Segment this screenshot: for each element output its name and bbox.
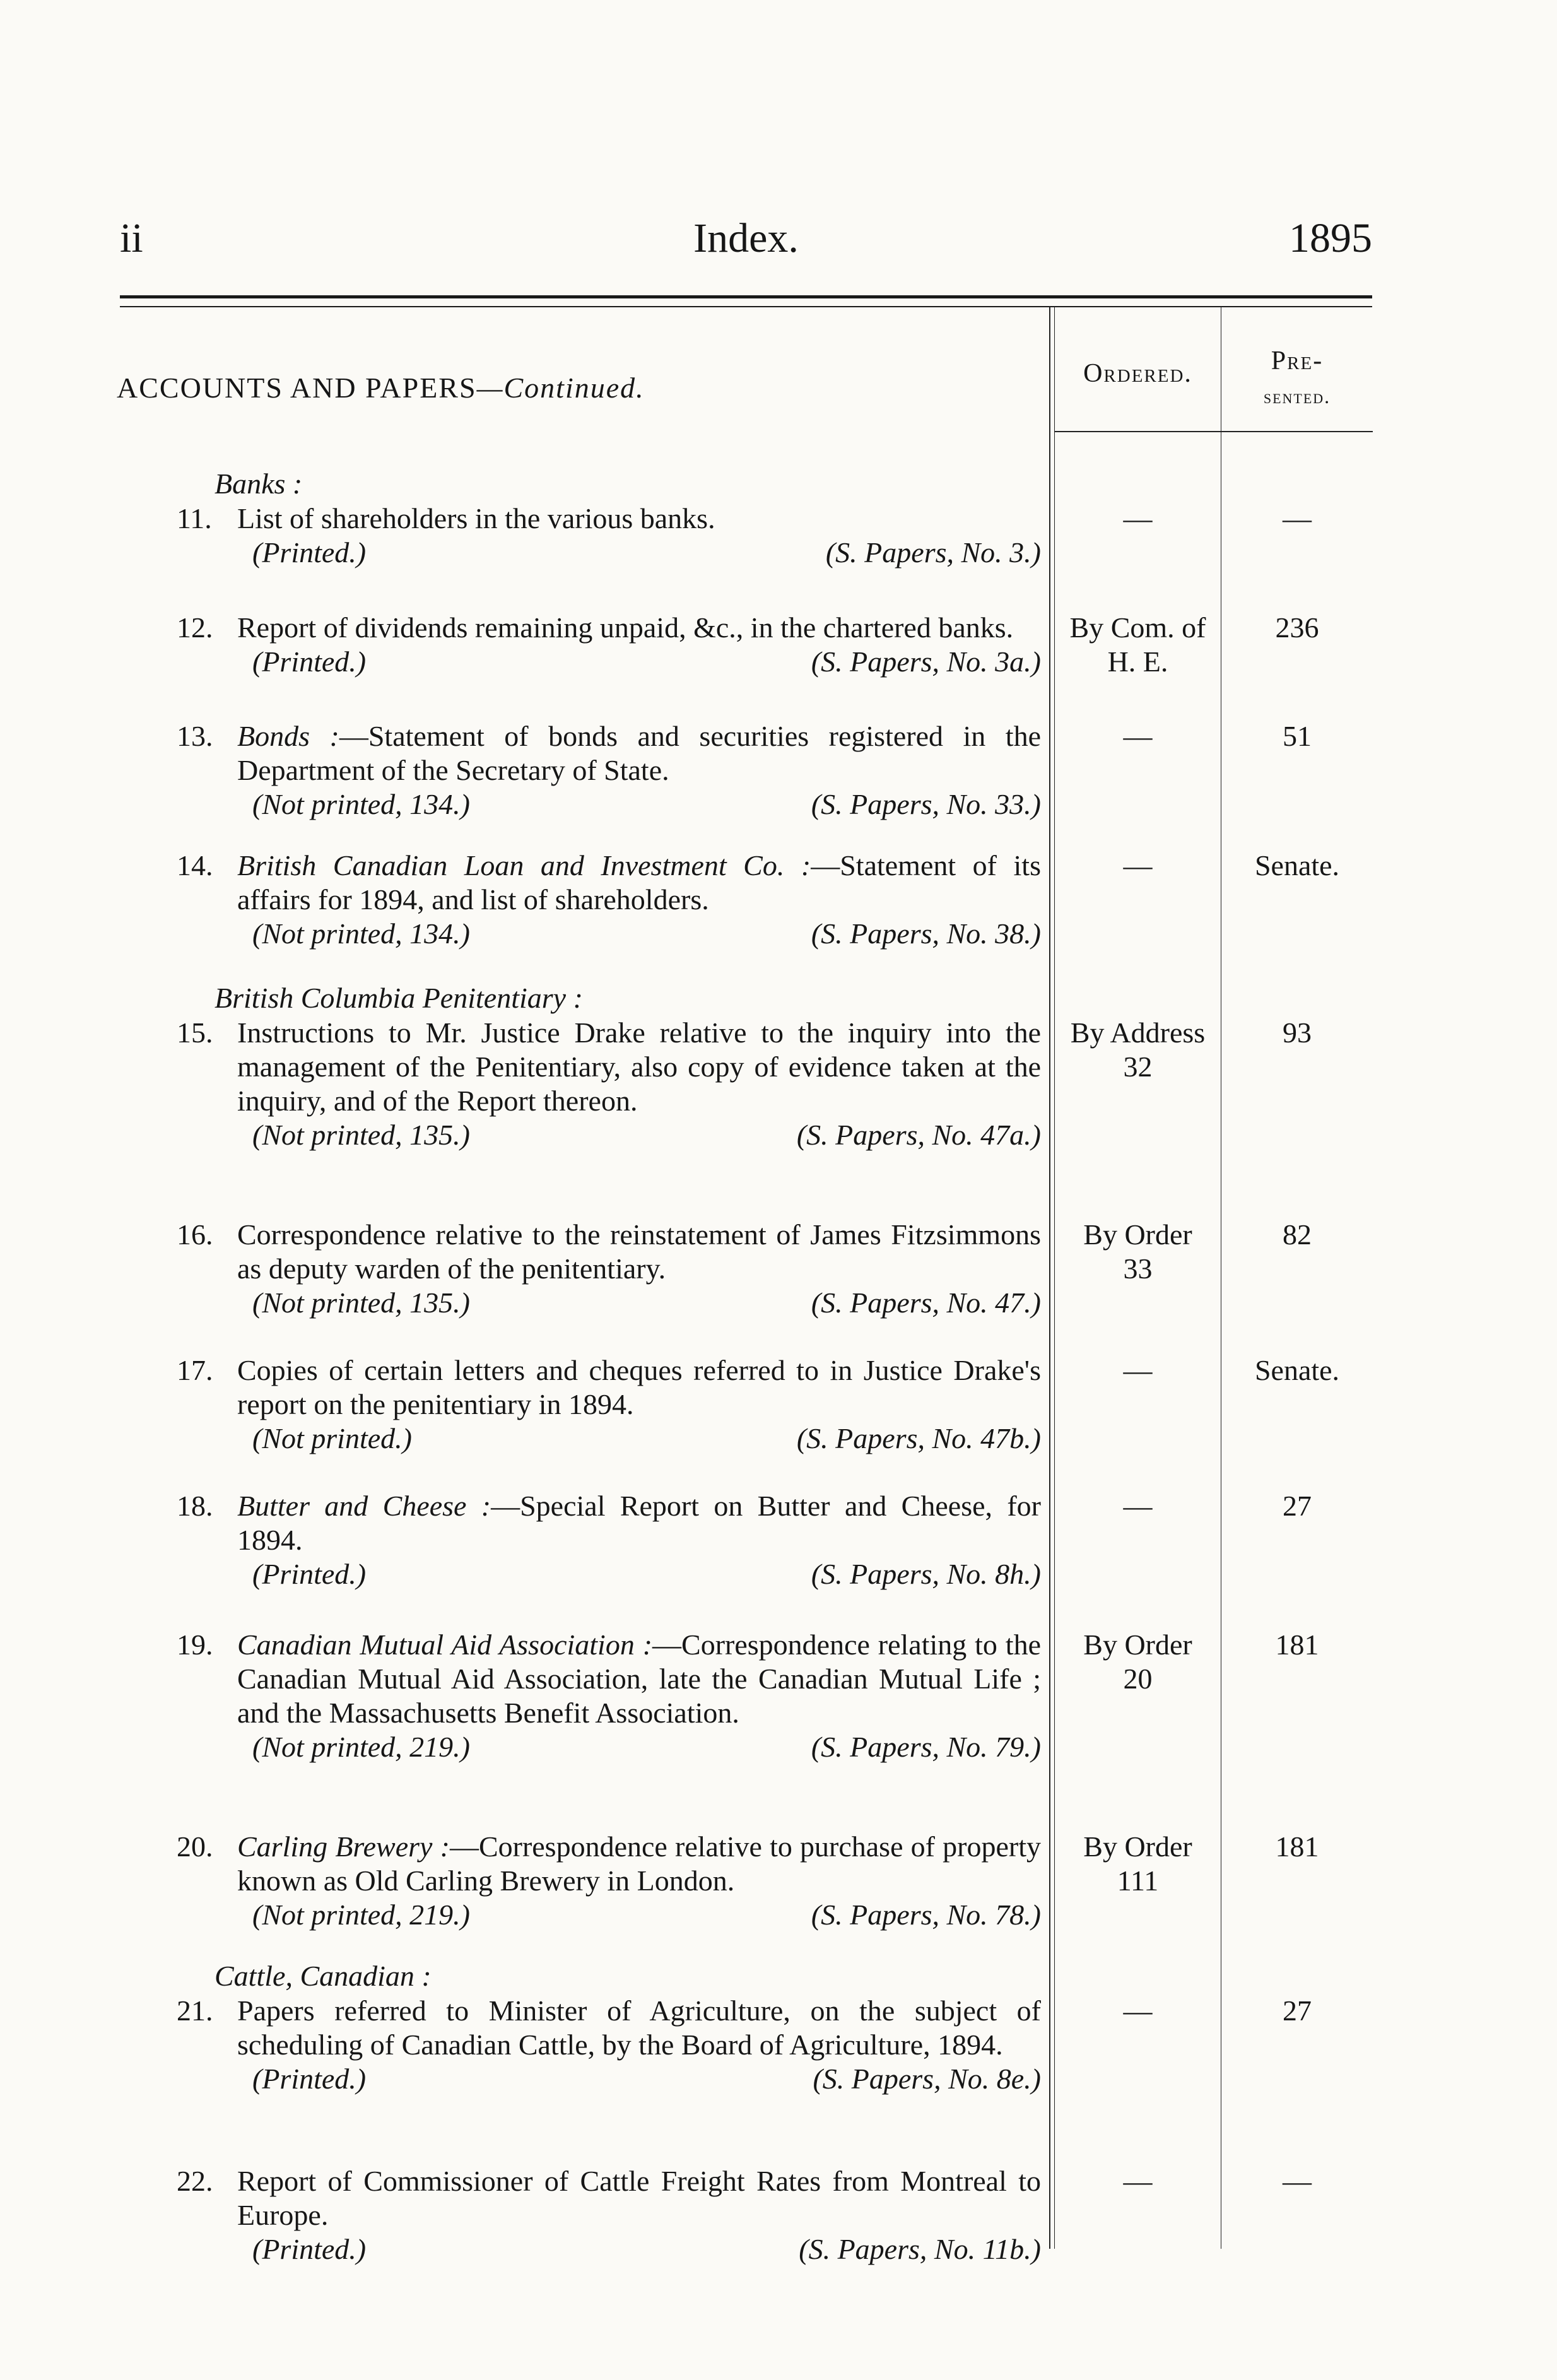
entry-print-status: (Not printed, 134.) — [252, 917, 470, 950]
entry-sessional-paper: (S. Papers, No. 8h.) — [811, 1558, 1041, 1590]
entry-ordered — [1055, 2164, 1221, 2198]
index-entry — [177, 2164, 1041, 2266]
entry-ordered-value: — — [1123, 1490, 1153, 1522]
entry-number: 12. — [177, 611, 213, 644]
entry-sessional-paper: (S. Papers, No. 33.) — [811, 788, 1041, 820]
entry-text — [237, 1830, 1041, 1898]
entry-number: 16. — [177, 1218, 213, 1251]
entry-ordered-value: By Address — [1070, 1016, 1206, 1049]
entry-presented: Senate. — [1254, 849, 1340, 881]
running-year: 1895 — [1289, 215, 1372, 261]
column-divider-text — [1049, 307, 1050, 2249]
page-number: ii — [120, 215, 143, 261]
subhead-bc-penitentiary: British Columbia Penitentiary : — [214, 982, 583, 1014]
entry-body: —Correspondence relating to the Canadian Mutual Aid Association, late the Canadian Mutual Life ; and the Massachusetts Benefit Association. — [237, 1629, 1042, 1729]
section-continued: —Continued. — [476, 372, 645, 404]
entry-sessional-paper: (S. Papers, No. 8e.) — [813, 2063, 1041, 2095]
entry-lead: Carling Brewery : — [237, 1830, 450, 1863]
entry-ordered — [1055, 611, 1221, 679]
entry-presented: 236 — [1275, 611, 1319, 644]
top-rule-thin — [120, 306, 1372, 307]
entry-sessional-paper: (S. Papers, No. 78.) — [811, 1899, 1041, 1931]
entry-ordered — [1055, 1830, 1221, 1898]
entry-reference — [237, 536, 1041, 570]
index-entry — [177, 1016, 1041, 1152]
entry-print-status: (Not printed, 134.) — [252, 788, 470, 820]
entry-print-status: (Printed.) — [252, 1558, 367, 1590]
entry-text — [237, 502, 1041, 536]
entry-ordered-value: — — [1123, 2165, 1153, 2197]
entry-reference — [237, 1557, 1041, 1591]
entry-body: —Correspondence relative to purchase of property known as Old Carling Brewery in London. — [237, 1830, 1041, 1897]
column-header-ordered: Ordered. — [1083, 359, 1192, 388]
entry-reference — [237, 645, 1041, 679]
entry-body: Papers referred to Minister of Agriculture, on the subject of scheduling of Canadian Cattle, by the Board of Agriculture, 1894. — [237, 1994, 1041, 2061]
entry-sessional-paper: (S. Papers, No. 11b.) — [799, 2233, 1041, 2265]
entry-presented: 27 — [1283, 1994, 1312, 2027]
index-entry — [177, 1994, 1041, 2096]
entry-ordered-value: — — [1123, 849, 1153, 881]
entry-ordered-number: 32 — [1123, 1051, 1153, 1083]
entry-ordered-value: — — [1123, 1354, 1153, 1386]
entry-ordered — [1055, 1628, 1221, 1696]
index-entry — [177, 1628, 1041, 1764]
entry-sessional-paper: (S. Papers, No. 3a.) — [811, 645, 1041, 678]
index-entry — [177, 1218, 1041, 1320]
entry-text — [237, 611, 1041, 645]
entry-print-status: (Not printed, 219.) — [252, 1899, 470, 1931]
entry-ordered-number: 20 — [1123, 1663, 1153, 1695]
entry-print-status: (Printed.) — [252, 2233, 367, 2265]
entry-print-status: (Printed.) — [252, 645, 367, 678]
entry-ordered — [1055, 1016, 1221, 1084]
entry-reference — [237, 1118, 1041, 1152]
index-entry — [177, 719, 1041, 822]
index-entry — [177, 1830, 1041, 1932]
entry-reference — [237, 1730, 1041, 1764]
entry-body: Report of Commissioner of Cattle Freight Rates from Montreal to Europe. — [237, 2165, 1041, 2231]
entry-reference — [237, 917, 1041, 951]
entry-body: Instructions to Mr. Justice Drake relative to the inquiry into the management of the Penitentiary, also copy of evidence taken at the inquiry, and of the Report thereon. — [237, 1016, 1041, 1117]
entry-reference — [237, 1898, 1041, 1932]
entry-lead: Canadian Mutual Aid Association : — [237, 1629, 653, 1661]
entry-lead: British Canadian Loan and Investment Co. : — [237, 849, 811, 881]
column-header-presented-1: Pre- — [1271, 346, 1324, 375]
entry-presented: 181 — [1275, 1629, 1319, 1661]
entry-reference — [237, 2232, 1041, 2266]
entry-print-status: (Not printed, 135.) — [252, 1119, 470, 1151]
column-header-presented-2: sented. — [1263, 385, 1331, 408]
index-entry — [177, 849, 1041, 951]
entry-presented: — — [1283, 502, 1312, 534]
entry-ordered-value: By Order — [1083, 1629, 1192, 1661]
entry-text — [237, 849, 1041, 917]
entry-ordered — [1055, 849, 1221, 883]
entry-presented: Senate. — [1254, 1354, 1340, 1386]
entry-text — [237, 1994, 1041, 2062]
entry-text — [237, 1016, 1041, 1118]
entry-number: 18. — [177, 1490, 213, 1522]
entry-print-status: (Not printed, 219.) — [252, 1731, 470, 1763]
entry-presented: 27 — [1283, 1490, 1312, 1522]
header-underline — [1054, 431, 1373, 432]
entry-ordered-value: By Order — [1083, 1218, 1192, 1251]
entry-presented: 93 — [1283, 1016, 1312, 1049]
entry-ordered-value: By Com. of H. E. — [1069, 611, 1206, 678]
entry-presented: 181 — [1275, 1830, 1319, 1863]
entry-body: List of shareholders in the various banks. — [237, 502, 715, 534]
entry-ordered — [1055, 719, 1221, 753]
entry-reference — [237, 1422, 1041, 1456]
index-entry — [177, 1353, 1041, 1456]
entry-body: Report of dividends remaining unpaid, &c., in the chartered banks. — [237, 611, 1014, 644]
running-title: Index. — [693, 215, 799, 261]
subhead-banks: Banks : — [214, 468, 303, 500]
entry-sessional-paper: (S. Papers, No. 38.) — [811, 917, 1041, 950]
entry-lead: Butter and Cheese : — [237, 1490, 491, 1522]
entry-ordered — [1055, 502, 1221, 536]
entry-ordered — [1055, 1218, 1221, 1286]
entry-body: —Statement of bonds and securities registered in the Department of the Secretary of State. — [237, 720, 1041, 786]
entry-text — [237, 1628, 1041, 1730]
entry-sessional-paper: (S. Papers, No. 47.) — [811, 1287, 1041, 1319]
entry-ordered-value: — — [1123, 720, 1153, 752]
entry-number: 11. — [177, 502, 212, 534]
entry-text — [237, 1489, 1041, 1557]
entry-number: 22. — [177, 2165, 213, 2197]
entry-ordered-value: — — [1123, 1994, 1153, 2027]
entry-ordered-value: By Order — [1083, 1830, 1192, 1863]
entry-print-status: (Printed.) — [252, 2063, 367, 2095]
entry-text — [237, 2164, 1041, 2232]
entry-text — [237, 719, 1041, 787]
entry-number: 21. — [177, 1994, 213, 2027]
index-entry — [177, 611, 1041, 679]
entry-ordered — [1055, 1489, 1221, 1523]
entry-print-status: (Not printed.) — [252, 1422, 412, 1454]
index-entry — [177, 1489, 1041, 1591]
entry-reference — [237, 1286, 1041, 1320]
entry-body: —Statement of its affairs for 1894, and list of shareholders. — [237, 849, 1041, 916]
entry-body: —Special Report on Butter and Cheese, for 1894. — [237, 1490, 1041, 1556]
running-head — [120, 215, 1372, 265]
entry-text — [237, 1353, 1041, 1422]
entry-reference — [237, 2062, 1041, 2096]
entry-number: 19. — [177, 1629, 213, 1661]
entry-reference — [237, 787, 1041, 822]
entry-number: 15. — [177, 1016, 213, 1049]
entry-ordered-value: — — [1123, 502, 1153, 534]
entry-ordered-number: 111 — [1117, 1865, 1159, 1897]
entry-number: 20. — [177, 1830, 213, 1863]
entry-presented: 82 — [1283, 1218, 1312, 1251]
entry-print-status: (Printed.) — [252, 536, 367, 568]
entry-number: 17. — [177, 1354, 213, 1386]
entry-text — [237, 1218, 1041, 1286]
entry-presented: 51 — [1283, 720, 1312, 752]
entry-lead: Bonds : — [237, 720, 339, 752]
subhead-cattle: Cattle, Canadian : — [214, 1960, 432, 1992]
entry-sessional-paper: (S. Papers, No. 79.) — [811, 1731, 1041, 1763]
entry-sessional-paper: (S. Papers, No. 47a.) — [796, 1119, 1041, 1151]
entry-body: Copies of certain letters and cheques referred to in Justice Drake's report on the penitentiary in 1894. — [237, 1354, 1041, 1420]
entry-presented: — — [1283, 2165, 1312, 2197]
entry-sessional-paper: (S. Papers, No. 47b.) — [796, 1422, 1041, 1454]
entry-ordered — [1055, 1994, 1221, 2028]
section-title — [117, 371, 645, 404]
section-title-text: ACCOUNTS AND PAPERS — [117, 372, 477, 404]
entry-ordered — [1055, 1353, 1221, 1387]
entry-number: 13. — [177, 720, 213, 752]
entry-ordered-number: 33 — [1123, 1252, 1153, 1285]
entry-print-status: (Not printed, 135.) — [252, 1287, 470, 1319]
index-entry — [177, 502, 1041, 570]
entry-sessional-paper: (S. Papers, No. 3.) — [825, 536, 1041, 568]
top-rule-thick — [120, 295, 1372, 298]
entry-number: 14. — [177, 849, 213, 881]
entry-body: Correspondence relative to the reinstatement of James Fitzsimmons as deputy warden of the penitentiary. — [237, 1218, 1041, 1285]
